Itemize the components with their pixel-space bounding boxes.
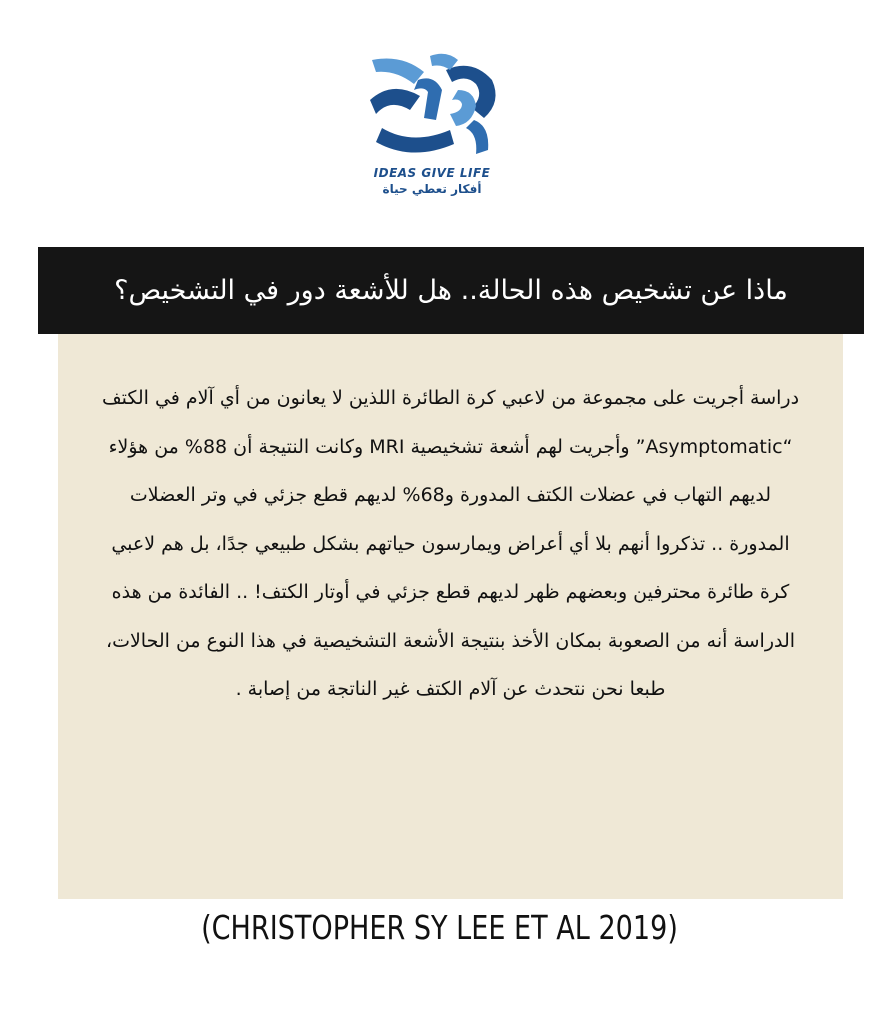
body-paragraph: دراسة أجريت على مجموعة من لاعبي كرة الطائرة اللذين لا يعانون من أي آلام في الكتف “Asymptomatic” وأجريت لهم أشعة تشخيصية MRI وكانت النتيجة أن 88% من هؤلاء لديهم التهاب في عضلات الكتف المدورة و68% لديهم قطع جزئي في وتر العضلات المدورة .. تذكروا أنهم بلا أي أعراض ويمارسون حياتهم بشكل طبيعي جدًا، بل هم لاعبي كرة طائرة محترفين وبعضهم ظهر لديهم قطع جزئي في أوتار الكتف! .. الفائدة من هذه الدراسة أنه من الصعوبة بمكان الأخذ بنتيجة الأشعة التشخيصية في هذا النوع من الحالات، طبعا نحن نتحدث عن آلام الكتف غير الناتجة من إصابة . [101,387,800,700]
afkar-logo [362,50,502,210]
header-title: ماذا عن تشخيص هذه الحالة.. هل للأشعة دور في التشخيص؟ [114,275,788,306]
tagline-english: IDEAS GIVE LIFE [373,166,491,180]
afkar-logo-icon [362,50,502,160]
text-panel [58,334,843,899]
tagline-arabic: أفكار تعطي حياة [382,182,482,196]
header-bar [38,247,864,334]
citation: (CHRISTOPHER SY LEE ET AL 2019) [201,908,678,947]
